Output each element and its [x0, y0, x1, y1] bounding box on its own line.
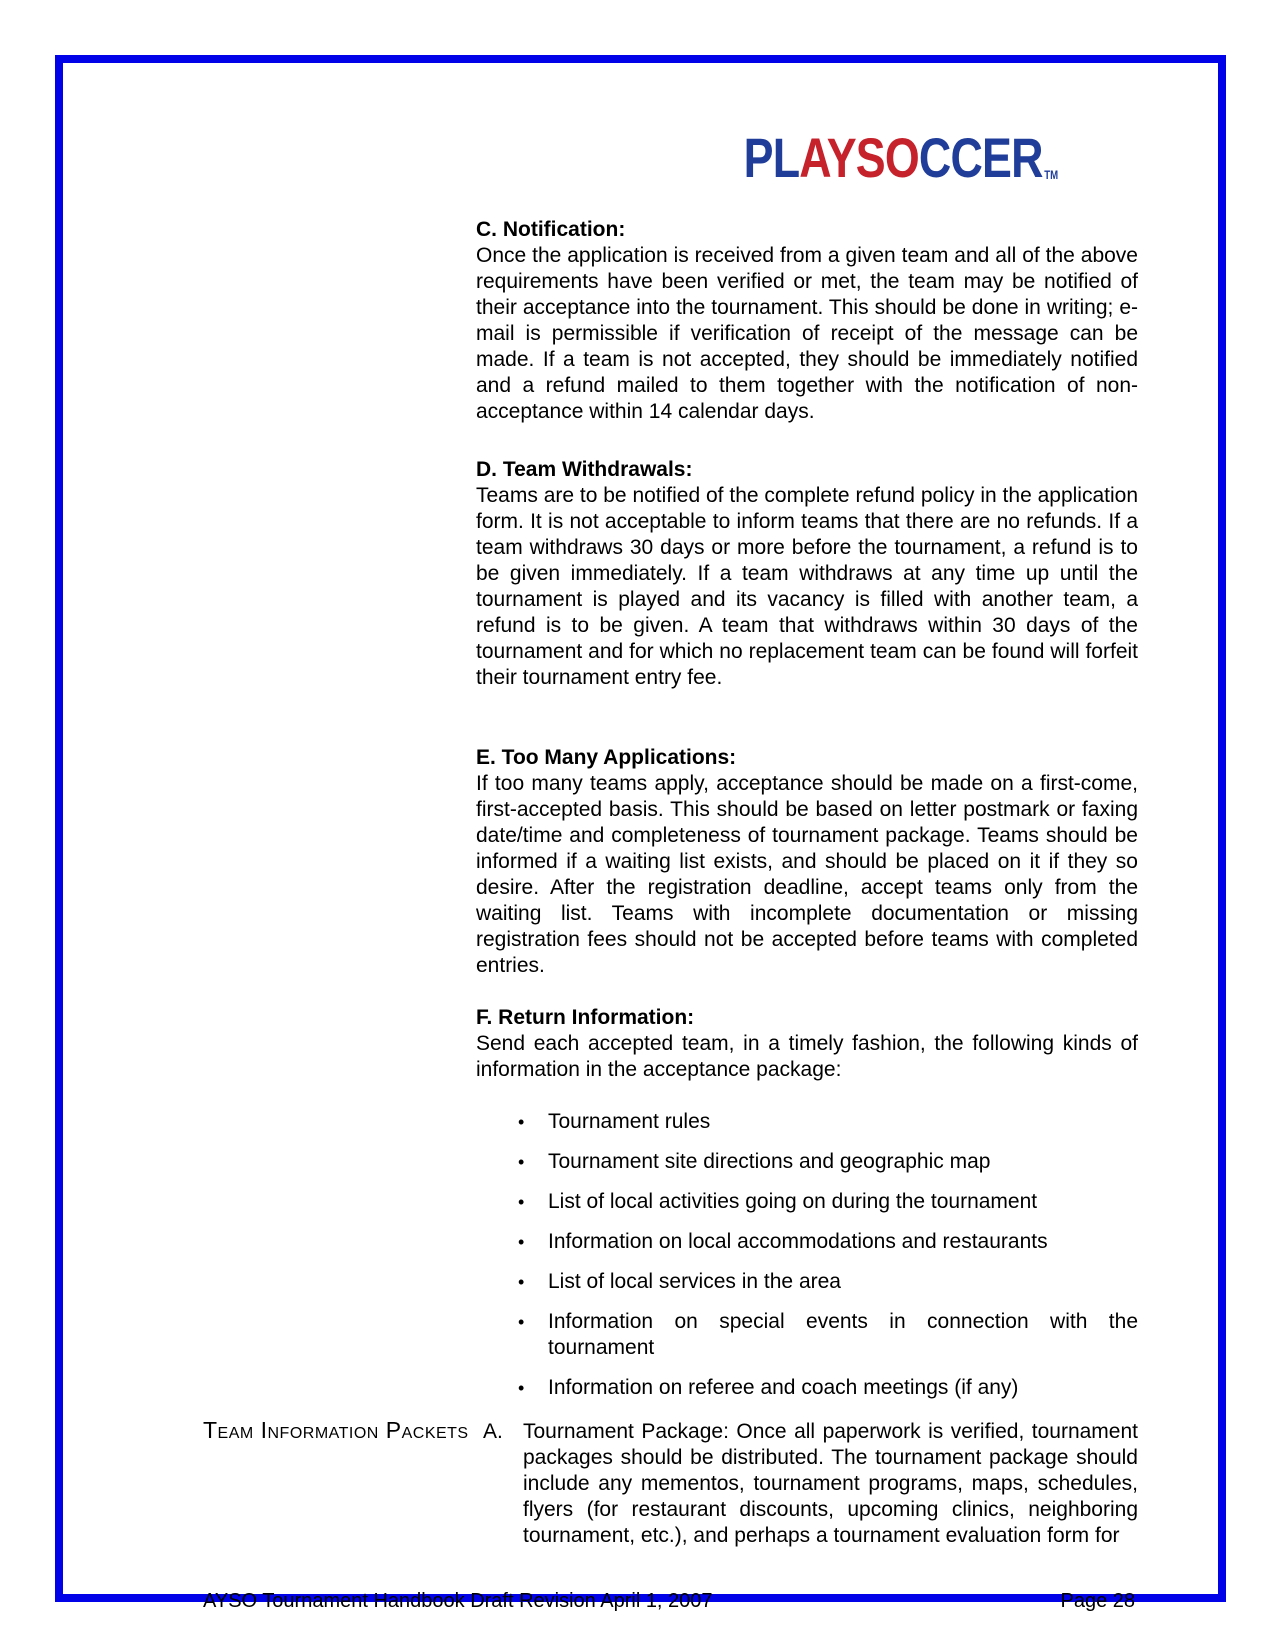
page-footer — [203, 1589, 1135, 1613]
list-item-text: Information on referee and coach meetings (if any) — [548, 1376, 1019, 1399]
lettered-item-a-tournament-package — [476, 1419, 1138, 1549]
list-item — [476, 1149, 1138, 1175]
section-d-team-withdrawals — [476, 456, 1138, 691]
footer-page-number: Page 28 — [1060, 1590, 1135, 1612]
list-item-text: Tournament site directions and geographic map — [548, 1150, 991, 1173]
trademark-symbol: TM — [1044, 168, 1058, 182]
list-item — [476, 1109, 1138, 1135]
return-info-bullet-list — [476, 1109, 1138, 1415]
list-item-text: List of local services in the area — [548, 1270, 841, 1293]
list-item-text: Information on special events in connection with the tournament — [548, 1310, 1138, 1359]
logo-segment-ccer: CCER — [918, 126, 1043, 189]
section-e-body: If too many teams apply, acceptance should be made on a first-come, first-accepted basis. This should be based on letter postmark or faxing date/time and completeness of tournament package. Teams should be informed if a waiting list exists, and should be placed on it if they so desire. After the registration deadline, accept teams only from the waiting list. Teams with incomplete documentation or missing registration fees should not be accepted before teams with completed entries. — [476, 772, 1138, 977]
logo-segment-pl: PL — [743, 126, 800, 189]
margin-heading-team-information-packets: Team Information Packets — [203, 1417, 469, 1443]
section-c-heading: C. Notification: — [476, 218, 626, 241]
playsoccer-logo — [743, 126, 1058, 189]
page-border-frame — [55, 55, 1226, 1612]
list-item — [476, 1269, 1138, 1295]
section-e-too-many-applications — [476, 744, 1138, 979]
bullet-icon: • — [518, 1232, 525, 1252]
bullet-icon: • — [518, 1152, 525, 1172]
section-e-heading: E. Too Many Applications: — [476, 746, 737, 769]
bullet-icon: • — [518, 1312, 525, 1332]
list-item-text: Tournament rules — [548, 1110, 711, 1133]
bullet-icon: • — [518, 1192, 525, 1212]
bullet-icon: • — [518, 1378, 525, 1398]
section-f-return-information — [476, 1004, 1138, 1083]
bullet-icon: • — [518, 1272, 525, 1292]
footer-handbook-title: AYSO Tournament Handbook Draft Revision April 1, 2007 — [203, 1590, 713, 1612]
list-item — [476, 1309, 1138, 1361]
item-letter-label: A. — [483, 1420, 503, 1443]
logo-segment-ayso: AYSO — [799, 126, 919, 189]
list-item — [476, 1189, 1138, 1215]
list-item-text: List of local activities going on during the tournament — [548, 1190, 1038, 1213]
section-f-body: Send each accepted team, in a timely fashion, the following kinds of information in the acceptance package: — [476, 1032, 1138, 1081]
item-a-text: Tournament Package: Once all paperwork is verified, tournament packages should be distributed. The tournament package should include any mementos, tournament programs, maps, schedules, flyers (for restaurant discounts, upcoming clinics, neighboring tournament, etc.), and perhaps a tournament evaluation form for — [523, 1420, 1138, 1547]
section-d-body: Teams are to be notified of the complete refund policy in the application form. It is not acceptable to inform teams that there are no refunds. If a team withdraws 30 days or more before the tournament, a refund is to be given immediately. If a team withdraws at any time up until the tournament is played and its vacancy is filled with another team, a refund is to be given. A team that withdraws within 30 days of the tournament and for which no replacement team can be found will forfeit their tournament entry fee. — [476, 484, 1138, 689]
section-c-notification — [476, 216, 1138, 425]
section-c-body: Once the application is received from a given team and all of the above requirements have been verified or met, the team may be notified of their acceptance into the tournament. This should be done in writing; e-mail is permissible if verification of receipt of the message can be made. If a team is not accepted, they should be immediately notified and a refund mailed to them together with the notification of non-acceptance within 14 calendar days. — [476, 244, 1138, 423]
list-item — [476, 1229, 1138, 1255]
section-f-heading: F. Return Information: — [476, 1006, 695, 1029]
list-item — [476, 1375, 1138, 1401]
list-item-text: Information on local accommodations and restaurants — [548, 1230, 1048, 1253]
bullet-icon: • — [518, 1112, 525, 1132]
section-d-heading: D. Team Withdrawals: — [476, 458, 693, 481]
